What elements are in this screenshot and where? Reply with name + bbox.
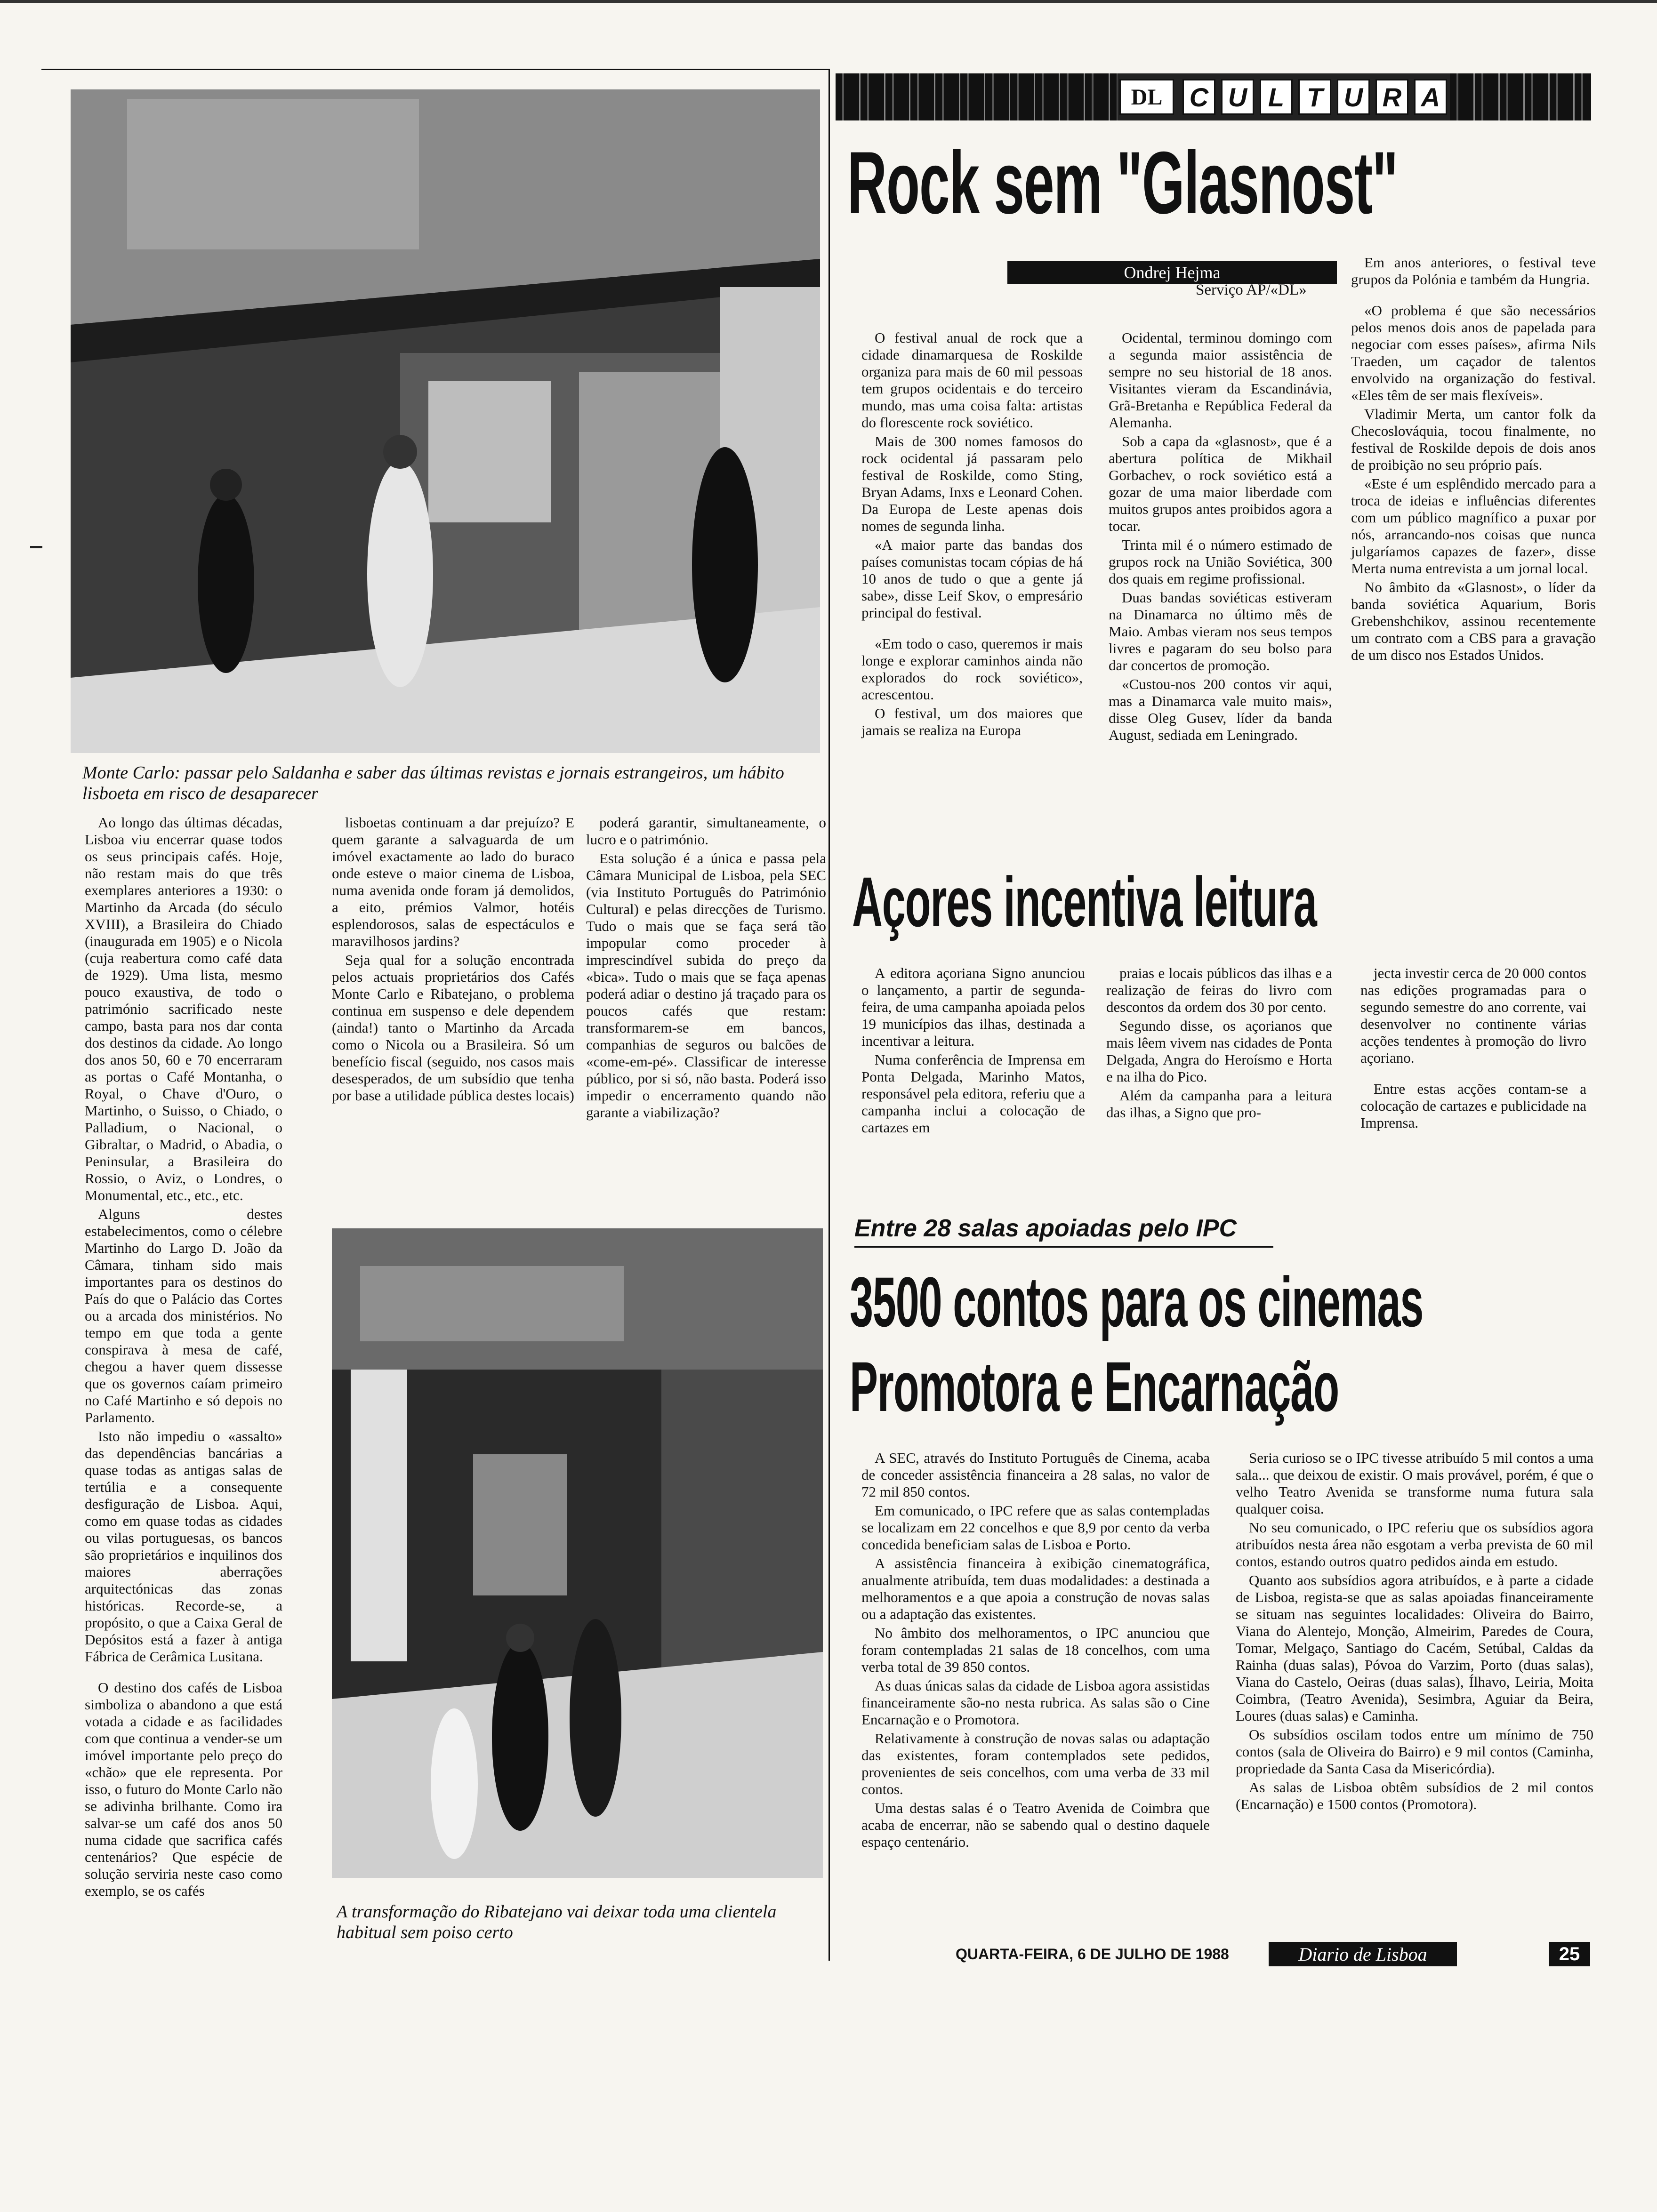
photo-ribatejano <box>332 1228 823 1878</box>
rock-col2-p4: Duas bandas soviéticas estiveram na Dinamarca no último mês de Maio. Ambas vieram nos seus tempos livres e pagaram do seu bolso para dar concertos de promoção. <box>1109 589 1332 673</box>
cinemas-column-2 <box>1236 1450 1593 1815</box>
acores-col2-p2: Segundo disse, os açorianos que mais lêem vivem nas cidades de Ponta Delgada, Angra do Heroísmo e Horta e na ilha do Pico. <box>1106 1018 1332 1085</box>
rock-col1-p4: «Em todo o caso, queremos ir mais longe e explorar caminhos ainda não explorados do rock soviético», acrescentou. <box>861 635 1083 703</box>
cafes-col3-p1: poderá garantir, simultaneamente, o lucro e o património. <box>586 814 826 848</box>
rock-author: Ondrej Hejma <box>1007 261 1337 284</box>
banner-hatch-left <box>836 73 1118 120</box>
acores-headline: Açores incentiva leitura <box>852 862 1317 941</box>
cafes-column-3 <box>586 814 826 1123</box>
cafes-col2-p1: lisboetas continuam a dar prejuízo? E quem garante a salvaguarda de um imóvel exactamente ao lado do buraco onde esteve o maior cinema de Lisboa, numa avenida onde foram já demolidos, a eito, prémios Valmor, hotéis esplendorosos, salas de espectáculos e maravilhosos jardins? <box>332 814 574 949</box>
cinemas-headline-line1: 3500 contos para os cinemas <box>850 1262 1424 1341</box>
rock-col3-p5: No âmbito da «Glasnost», o líder da banda soviética Aquarium, Boris Grebenshchikov, assinou recentemente um contrato com a CBS para a gravação de um disco nos Estados Unidos. <box>1351 579 1596 663</box>
cinemas-col1-p5: As duas únicas salas da cidade de Lisboa agora assistidas financeiramente são-no nesta rubrica. As salas são o Cine Encarnação e o Promotora. <box>861 1677 1210 1728</box>
cinemas-col1-p4: No âmbito dos melhoramentos, o IPC anunciou que foram contempladas 21 salas de 18 concelhos, com uma verba total de 39 850 contos. <box>861 1625 1210 1675</box>
rock-col2-p5: «Custou-nos 200 contos vir aqui, mas a Dinamarca vale muito mais», disse Oleg Gusev, líder da banda August, sediada em Leningrado. <box>1109 676 1332 743</box>
cinemas-col2-p1: Seria curioso se o IPC tivesse atribuído 5 mil contos a uma sala... que deixou de existir. O mais provável, porém, é que o velho Teatro Avenida se transforme numa futura sala qualquer coisa. <box>1236 1450 1593 1517</box>
cafes-col1-p4: O destino dos cafés de Lisboa simboliza o abandono a que está votada a cidade e as facilidades com que continua a vender-se um imóvel importante pelo preço do «chão» que ele representa. Por isso, o futuro do Monte Carlo não se adivinha brilhante. Como ira salvar-se um café dos anos 50 numa cidade que sacrifica cafés centenários? Que espécie de solução serviria neste caso como exemplo, se os cafés <box>85 1679 282 1899</box>
acores-column-1 <box>861 965 1085 1138</box>
page-number: 25 <box>1549 1942 1590 1966</box>
photo-monte-carlo <box>71 89 820 753</box>
section-letter-1: C <box>1182 79 1215 115</box>
photo1-caption: Monte Carlo: passar pelo Saldanha e saber das últimas revistas e jornais estrangeiros, um hábito lisboeta em risco de desaparecer <box>82 763 784 803</box>
acores-col1-p2: Numa conferência de Imprensa em Ponta Delgada, Marinho Matos, responsável pela editora, referiu que a campanha inclui a colocação de cartazes em <box>861 1051 1085 1136</box>
footer-date: QUARTA-FEIRA, 6 DE JULHO DE 1988 <box>956 1946 1229 1963</box>
cafes-col1-p1: Ao longo das últimas décadas, Lisboa viu encerrar quase todos os seus principais cafés. Hoje, não restam mais do que três exemplares anteriores a 1930: o Martinho da Arcada (do século XVIII), a Brasileira do Chiado (inaugurada em 1905) e o Nicola (cuja reabertura como café data de 1929). Uma lista, mesmo pouco exaustiva, de todo o património sacrificado neste campo, basta para nos dar conta dos destinos da cidade. Ao longo dos anos 50, 60 e 70 encerraram as portas o Café Montanha, o Royal, o Chave d'Ouro, o Martinho, o Suisso, o Chiado, o Palladium, o Nacional, o Gibraltar, o Madrid, o Abadia, o Peninsular, a Brasileira do Rossio, o Aviz, o Londres, o Monumental, etc., etc., etc. <box>85 814 282 1203</box>
section-letter-4: T <box>1298 79 1331 115</box>
rock-column-3 <box>1351 254 1596 665</box>
cinemas-col2-p3: Quanto aos subsídios agora atribuídos, e à parte a cidade de Lisboa, regista-se que as salas apoiadas financeiramente se situam nas seguintes localidades: Oliveira do Bairro, Viana do Alentejo, Monção, Almeirim, Paredes de Coura, Tomar, Melgaço, Santiago do Cacém, Setúbal, Caldas da Rainha (duas salas), Póvoa do Varzim, Porto (duas salas), Viana do Castelo, Oeiras (duas salas), Ílhavo, Leiria, Moita Coimbra, (Teatro Avenida), Sesimbra, Aguiar da Beira, Loures (duas salas) e Caminha. <box>1236 1572 1593 1724</box>
section-letter-7: A <box>1414 79 1447 115</box>
cinemas-kicker: Entre 28 salas apoiadas pelo IPC <box>854 1215 1237 1242</box>
cafes-col2-p2: Seja qual for a solução encontrada pelos actuais proprietários dos Cafés Monte Carlo e Ribatejano, o problema continua em suspenso e dele dependem (ainda!) tanto o Martinho da Arcada como o Nicola ou a Brasileira. Só um benefício fiscal (seguido, nos casos mais desesperados, de um subsídio que tenha por base a utilidade pública destes locais) <box>332 952 574 1104</box>
page-top-rule <box>0 0 1657 3</box>
rock-service: Serviço AP/«DL» <box>1196 281 1307 298</box>
rock-headline: Rock sem "Glasnost" <box>847 133 1398 232</box>
cinemas-col1-p3: A assistência financeira à exibição cinematográfica, anualmente atribuída, tem duas modalidades: a destinada a melhoramentos e a que apoia a construção de novas salas ou a adaptação das existentes. <box>861 1555 1210 1622</box>
rock-col1-p2: Mais de 300 nomes famosos do rock ocidental já passaram pelo festival de Roskilde, como Sting, Bryan Adams, Inxs e Leonard Cohen. Da Europa de Leste apenas dois nomes de segunda linha. <box>861 433 1083 534</box>
acores-col3-p2: Entre estas acções contam-se a colocação de cartazes e publicidade na Imprensa. <box>1360 1081 1586 1131</box>
section-letter-3: L <box>1260 79 1293 115</box>
acores-col2-p1: praias e locais públicos das ilhas e a realização de feiras do livro com descontos da ordem dos 30 por cento. <box>1106 965 1332 1015</box>
cinemas-col2-p2: No seu comunicado, o IPC referiu que os subsídios agora atribuídos nesta área não esgotam a verba prevista de 60 mil contos, estando outros quatro pedidos ainda em estudo. <box>1236 1519 1593 1570</box>
acores-col3-p1: jecta investir cerca de 20 000 contos nas edições programadas para o segundo semestre do ano corrente, vai desenvolver no continente várias acções tendentes à promoção do livro açoriano. <box>1360 965 1586 1066</box>
cinemas-headline-line2: Promotora e Encarnação <box>850 1347 1339 1426</box>
cinemas-col1-p6: Relativamente à construção de novas salas ou adaptação das existentes, foram contemplados sete pedidos, provenientes de seis concelhos, com uma verba de 33 mil contos. <box>861 1730 1210 1797</box>
rock-col1-p3: «A maior parte das bandas dos países comunistas tocam cópias de há 10 anos de tudo o que a gente já sabe», disse Leif Skov, o empresário principal do festival. <box>861 537 1083 621</box>
cafes-col3-p2: Esta solução é a única e passa pela Câmara Municipal de Lisboa, pela SEC (via Instituto Português do Património Cultural) e pelas direcções de Turismo. Tudo o mais que se faça será tão impopular como proceder à imprescindível subida do preço da «bica». Tudo o mais que se faça apenas poderá adiar o destino já traçado para os poucos cafés que restam: transformarem-se em bancos, companhias de seguros ou balcões de «come-em-pé». Classificar de interesse público, por si só, não basta. Poderá isso impedir o encerramento quando não garante a viabilização? <box>586 850 826 1121</box>
acores-col2-p3: Além da campanha para a leitura das ilhas, a Signo que pro- <box>1106 1087 1332 1121</box>
rock-col2-p3: Trinta mil é o número estimado de grupos rock na União Soviética, 300 dos quais em regime profissional. <box>1109 537 1332 587</box>
margin-mark <box>30 546 42 548</box>
cafes-column-2 <box>332 814 574 1106</box>
cafes-column-1 <box>85 814 282 1901</box>
rock-col3-p3: Vladimir Merta, um cantor folk da Checoslováquia, tocou finalmente, no festival de Roskilde depois de dois anos de proibição no seu próprio país. <box>1351 406 1596 473</box>
acores-column-2 <box>1106 965 1332 1123</box>
cinemas-col2-p5: As salas de Lisboa obtêm subsídios de 2 mil contos (Encarnação) e 1500 contos (Promotora). <box>1236 1779 1593 1812</box>
cinemas-col1-p1: A SEC, através do Instituto Português de Cinema, acaba de conceder assistência financeira a 28 salas, no valor de 72 mil 850 contos. <box>861 1450 1210 1500</box>
rock-col2-p2: Sob a capa da «glasnost», que é a abertura política de Mikhail Gorbachev, o rock soviético está a gozar de uma maior liberdade com muitos grupos antes proibidos agora a tocar. <box>1109 433 1332 534</box>
cafes-col1-p3: Isto não impediu o «assalto» das dependências bancárias a quase todas as antigas salas de tertúlia e a consequente desfiguração de Lisboa. Aqui, como em quase todas as cidades ou vilas portuguesas, os bancos são proprietários e inquilinos dos maiores aberrações arquitectónicas das zonas históricas. Recorde-se, a propósito, o que a Caixa Geral de Depósitos está a fazer à antiga Fábrica de Cerâmica Lusitana. <box>85 1428 282 1665</box>
rock-column-2 <box>1109 329 1332 745</box>
left-top-rule <box>41 69 828 70</box>
rock-col1-p1: O festival anual de rock que a cidade dinamarquesa de Roskilde organiza para mais de 60 mil pessoas tem grupos ocidentais e do terceiro mundo, mas uma coisa falta: artistas do florescente rock soviético. <box>861 329 1083 431</box>
cinemas-column-1 <box>861 1450 1210 1852</box>
acores-column-3 <box>1360 965 1586 1133</box>
kicker-underline <box>854 1246 1273 1248</box>
footer-masthead: Diario de Lisboa <box>1269 1942 1457 1966</box>
dl-logo: DL <box>1119 79 1174 115</box>
section-letter-2: U <box>1221 79 1254 115</box>
rock-column-1 <box>861 329 1083 741</box>
center-divider <box>828 69 830 1961</box>
acores-col1-p1: A editora açoriana Signo anunciou o lançamento, a partir de segunda-feira, de uma campanha apoiada pelos 19 municípios das ilhas, destinada a incentivar a leitura. <box>861 965 1085 1049</box>
cinemas-col1-p7: Uma destas salas é o Teatro Avenida de Coimbra que acaba de encerrar, não se sabendo qual o destino daquele espaço centenário. <box>861 1800 1210 1850</box>
rock-col2-p1: Ocidental, terminou domingo com a segunda maior assistência de sempre no seu historial de 18 anos. Visitantes vieram da Escandinávia, Grã-Bretanha e República Federal da Alemanha. <box>1109 329 1332 431</box>
banner-hatch-right <box>1450 73 1591 120</box>
section-letter-6: R <box>1375 79 1408 115</box>
rock-col3-p2: «O problema é que são necessários pelos menos dois anos de papelada para negociar com esses países», afirma Nils Traeden, um caçador de talentos envolvido na organização do festival. «Eles têm de ser mais flexíveis». <box>1351 302 1596 403</box>
rock-col1-p5: O festival, um dos maiores que jamais se realiza na Europa <box>861 705 1083 738</box>
cinemas-col1-p2: Em comunicado, o IPC refere que as salas contempladas se localizam em 22 concelhos e que 8,9 por cento da verba concedida beneficiam salas de Lisboa e Porto. <box>861 1502 1210 1553</box>
cafes-col1-p2: Alguns destes estabelecimentos, como o célebre Martinho do Largo D. João da Câmara, tinham sido mais importantes para os destinos do País do que o Palácio das Cortes ou a arcada dos ministérios. No tempo em que toda a gente conspirava à mesa de café, chegou a haver quem dissesse que os governos caíam primeiro no Café Martinho e só depois no Parlamento. <box>85 1206 282 1426</box>
rock-col3-p4: «Este é um esplêndido mercado para a troca de ideias e influências diferentes com um público magnífico a puxar por nós, arrancando-nos coisas que nunca julgaríamos capazes de fazer», disse Merta numa entrevista a um jornal local. <box>1351 475 1596 577</box>
section-letter-5: U <box>1337 79 1370 115</box>
cinemas-col2-p4: Os subsídios oscilam todos entre um mínimo de 750 contos (sala de Oliveira do Bairro) e 9 mil contos (Caminha, propriedade da Santa Casa da Misericórdia). <box>1236 1726 1593 1777</box>
photo2-caption: A transformação do Ribatejano vai deixar toda uma clientela habitual sem poiso certo <box>337 1902 777 1942</box>
rock-col3-p1: Em anos anteriores, o festival teve grupos da Polónia e também da Hungria. <box>1351 254 1596 288</box>
section-banner-cultura <box>836 73 1591 120</box>
